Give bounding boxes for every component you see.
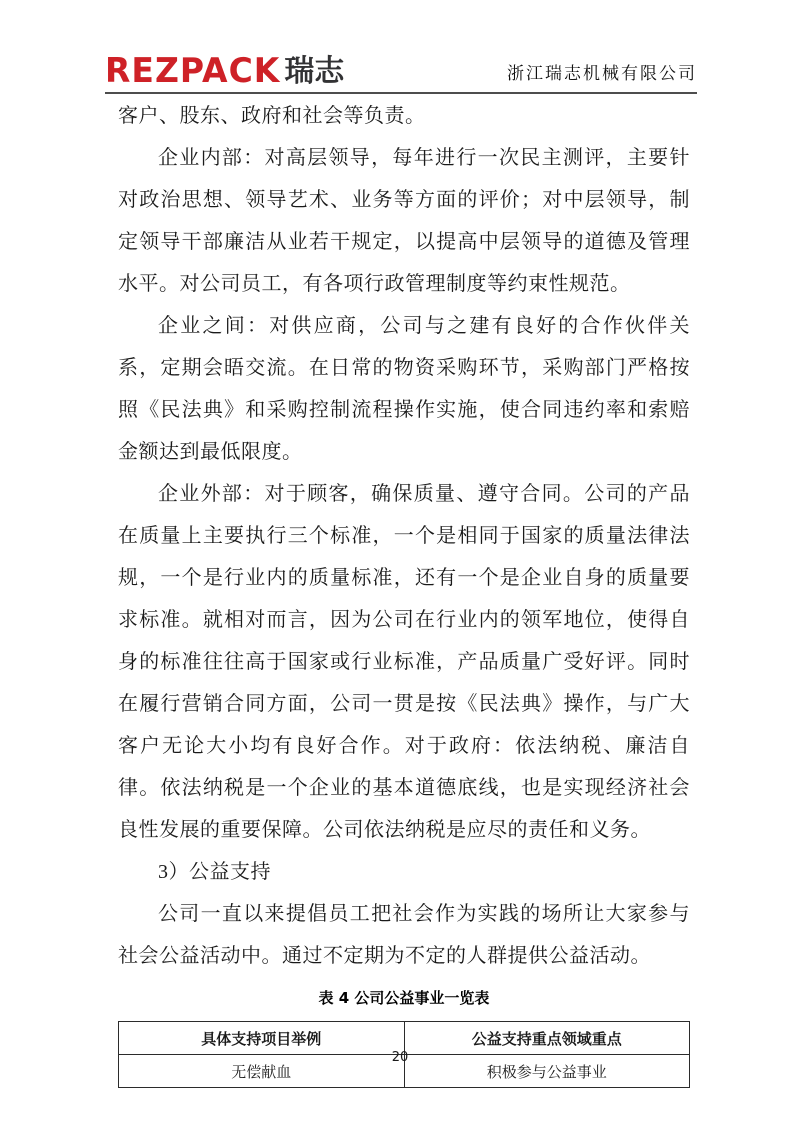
table-header-cell: 具体支持项目举例 xyxy=(119,1022,405,1055)
section-heading: 3）公益支持 xyxy=(158,861,271,883)
paragraph: 公司一直以来提倡员工把社会作为实践的场所让大家参与社会公益活动中。通过不定期为不定的人群提供公益活动。 xyxy=(118,903,690,967)
logo-wordmark-cn: 瑞志 xyxy=(284,54,345,89)
paragraph: 企业外部：对于顾客，确保质量、遵守合同。公司的产品在质量上主要执行三个标准，一个是相同于国家的质量法律法规，一个是行业内的质量标准，还有一个是企业自身的质量要求标准。就相对而言，因为公司在行业内的领军地位，使得自身的标准往往高于国家或行业标准，产品质量广受好评。同时在履行营销合同方面，公司一贯是按《民法典》操作，与广大客户无论大小均有良好合作。对于政府：依法纳税、廉洁自律。依法纳税是一个企业的基本道德底线，也是实现经济社会良性发展的重要保障。公司依法纳税是应尽的责任和义务。 xyxy=(118,483,690,841)
document-body xyxy=(118,94,690,1088)
logo-wordmark-en: REZPACK xyxy=(105,50,281,91)
table-cell: 无偿献血 xyxy=(119,1055,405,1088)
page-header xyxy=(105,0,697,94)
paragraph: 企业之间：对供应商，公司与之建有良好的合作伙伴关系，定期会晤交流。在日常的物资采购环节，采购部门严格按照《民法典》和采购控制流程操作实施，使合同违约率和索赔金额达到最低限度。 xyxy=(118,315,690,463)
table-header-cell: 公益支持重点领域重点 xyxy=(404,1022,690,1055)
page-number: 20 xyxy=(391,1050,409,1065)
paragraph: 客户、股东、政府和社会等负责。 xyxy=(118,105,426,127)
paragraph: 企业内部：对高层领导，每年进行一次民主测评，主要针对政治思想、领导艺术、业务等方面的评价；对中层领导，制定领导干部廉洁从业若干规定，以提高中层领导的道德及管理水平。对公司员工，有各项行政管理制度等约束性规范。 xyxy=(118,147,690,295)
company-name: 浙江瑞志机械有限公司 xyxy=(507,64,697,83)
table-cell: 积极参与公益事业 xyxy=(404,1055,690,1088)
company-logo xyxy=(105,50,345,91)
table-caption: 表 4 公司公益事业一览表 xyxy=(318,989,490,1007)
